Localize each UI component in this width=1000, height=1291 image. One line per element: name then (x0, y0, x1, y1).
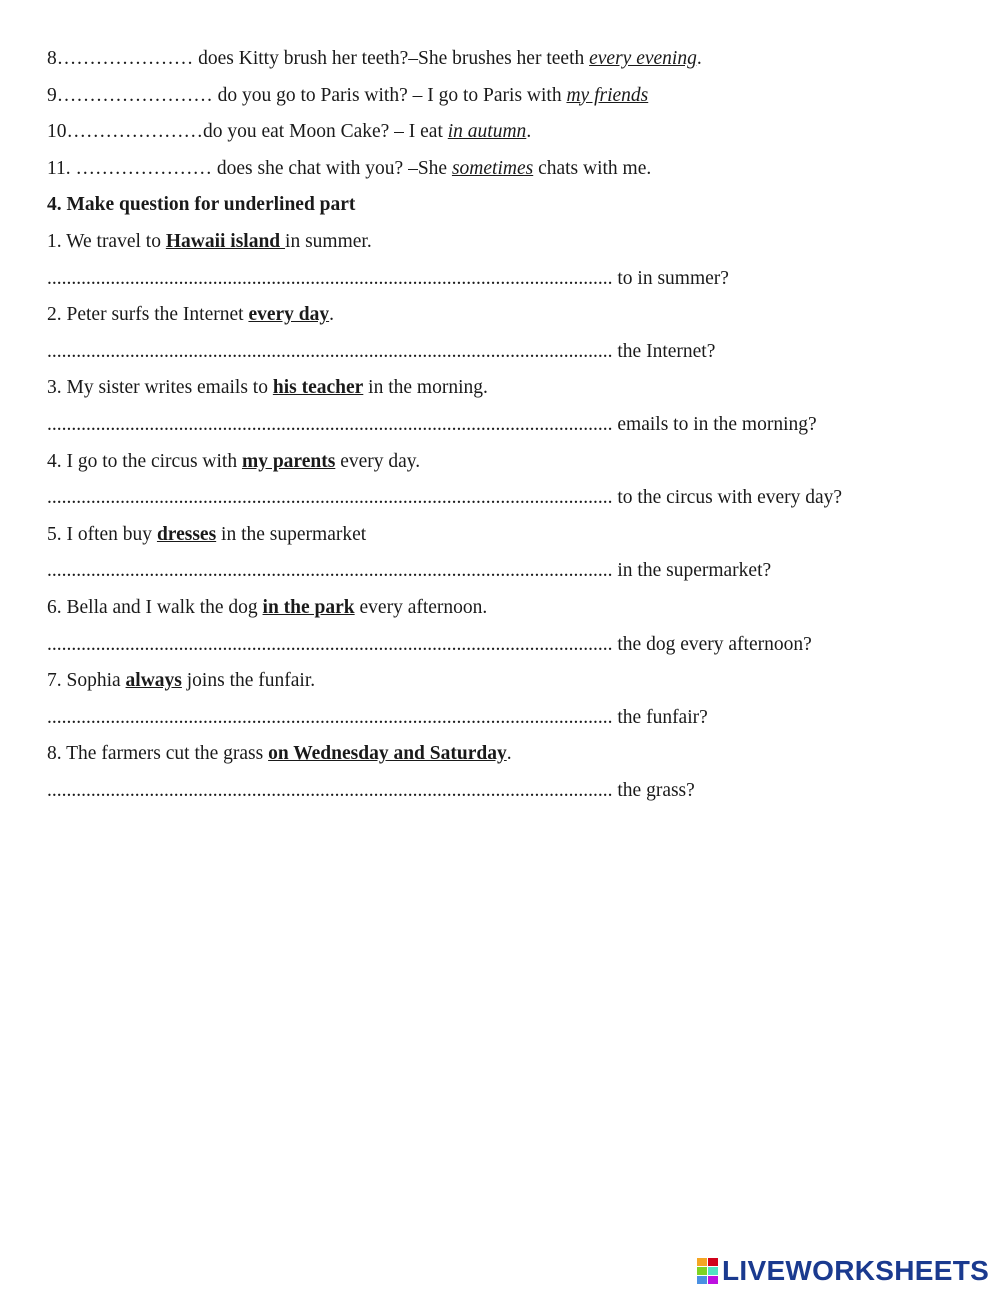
answer-ending: emails to in the morning? (612, 413, 817, 435)
underlined-part: in the park (262, 596, 355, 618)
answer-blank[interactable]: .................................................................................................................... (47, 413, 613, 435)
prompt-sentence (47, 373, 967, 410)
prompt-text: 8. The farmers cut the grass (47, 743, 269, 765)
liveworksheets-logo (697, 1254, 989, 1288)
worksheet-page (47, 44, 967, 812)
prompt-text-end: . (329, 304, 334, 326)
answer-line[interactable] (47, 264, 967, 301)
underlined-part: his teacher (272, 377, 364, 399)
prompt-text: 4. I go to the circus with (47, 450, 242, 472)
underlined-answer: every evening (589, 48, 697, 69)
answer-line[interactable] (47, 776, 967, 813)
answer-line[interactable] (47, 337, 967, 374)
prompt-text: 2. Peter surfs the Internet (47, 304, 249, 326)
answer-blank[interactable]: .................................................................................................................... (47, 560, 613, 582)
prompt-text-end: in summer. (285, 230, 372, 252)
answer-ending: in the supermarket? (612, 560, 772, 582)
prompt-text-end: every afternoon. (354, 596, 488, 618)
question-text: 9…………………… do you go to Paris with? – I go to Paris with (47, 84, 567, 106)
ex4-item-6 (47, 593, 967, 666)
answer-blank[interactable]: .................................................................................................................... (47, 487, 613, 509)
underlined-answer: sometimes (451, 157, 534, 179)
exercise-4-heading: 4. Make question for underlined part (47, 194, 356, 216)
prompt-sentence (47, 447, 967, 484)
underlined-part: on Wednesday and Saturday (268, 743, 507, 765)
answer-ending: the funfair? (612, 706, 708, 728)
answer-ending: the dog every afternoon? (612, 633, 812, 655)
prompt-text: 5. I often buy (47, 523, 157, 545)
answer-line[interactable] (47, 703, 967, 740)
question-text-end: . (526, 121, 532, 143)
prompt-sentence (47, 227, 967, 264)
underlined-part: dresses (156, 523, 217, 545)
prompt-text-end: every day. (335, 450, 421, 472)
ex3-question-11 (47, 154, 967, 191)
ex3-question-10 (47, 117, 967, 154)
ex3-question-9 (47, 81, 967, 118)
answer-blank[interactable]: .................................................................................................................... (47, 633, 613, 655)
answer-ending: to the circus with every day? (612, 487, 843, 509)
underlined-part: every day (248, 304, 330, 326)
answer-blank[interactable]: .................................................................................................................... (47, 779, 613, 801)
prompt-sentence (47, 739, 967, 776)
question-text: 8………………… does Kitty brush her teeth?–She brushes her teeth (47, 48, 590, 69)
answer-blank[interactable]: .................................................................................................................... (47, 267, 613, 289)
question-text: 11. ………………… does she chat with you? –She (47, 157, 452, 179)
ex4-item-1 (47, 227, 967, 300)
answer-ending: to in summer? (612, 267, 729, 289)
prompt-text: 6. Bella and I walk the dog (47, 596, 263, 618)
prompt-text-end: in the supermarket (216, 523, 367, 545)
prompt-text-end: . (506, 743, 512, 765)
answer-line[interactable] (47, 483, 967, 520)
prompt-text: 7. Sophia (47, 670, 126, 692)
underlined-part: my parents (241, 450, 336, 472)
ex4-item-4 (47, 447, 967, 520)
ex4-item-7 (47, 666, 967, 739)
answer-line[interactable] (47, 556, 967, 593)
logo-text: LIVEWORKSHEETS (722, 1255, 990, 1286)
prompt-text-end: in the morning. (363, 377, 488, 399)
answer-ending: the grass? (612, 779, 695, 801)
question-text-end: chats with me. (533, 157, 652, 179)
answer-line[interactable] (47, 410, 967, 447)
prompt-sentence (47, 300, 967, 337)
ex3-question-8 (47, 44, 967, 81)
ex4-item-2 (47, 300, 967, 373)
prompt-text: 3. My sister writes emails to (47, 377, 273, 399)
question-text-end: . (696, 48, 702, 69)
answer-ending: the Internet? (612, 340, 716, 362)
underlined-answer: in autumn (447, 121, 527, 143)
underlined-part: Hawaii island (165, 230, 286, 252)
prompt-text: 1. We travel to (47, 230, 166, 252)
prompt-text-end: joins the funfair. (181, 670, 316, 692)
ex4-item-8 (47, 739, 967, 812)
ex4-item-5 (47, 520, 967, 593)
liveworksheets-logo-icon (697, 1256, 719, 1286)
prompt-sentence (47, 520, 967, 557)
underlined-answer: my friends (566, 84, 649, 106)
answer-blank[interactable]: .................................................................................................................... (47, 706, 613, 728)
question-text: 10…………………do you eat Moon Cake? – I eat (47, 121, 448, 143)
answer-line[interactable] (47, 630, 967, 667)
prompt-sentence (47, 593, 967, 630)
ex4-item-3 (47, 373, 967, 446)
underlined-part: always (125, 670, 182, 692)
prompt-sentence (47, 666, 967, 703)
answer-blank[interactable]: .................................................................................................................... (47, 340, 613, 362)
